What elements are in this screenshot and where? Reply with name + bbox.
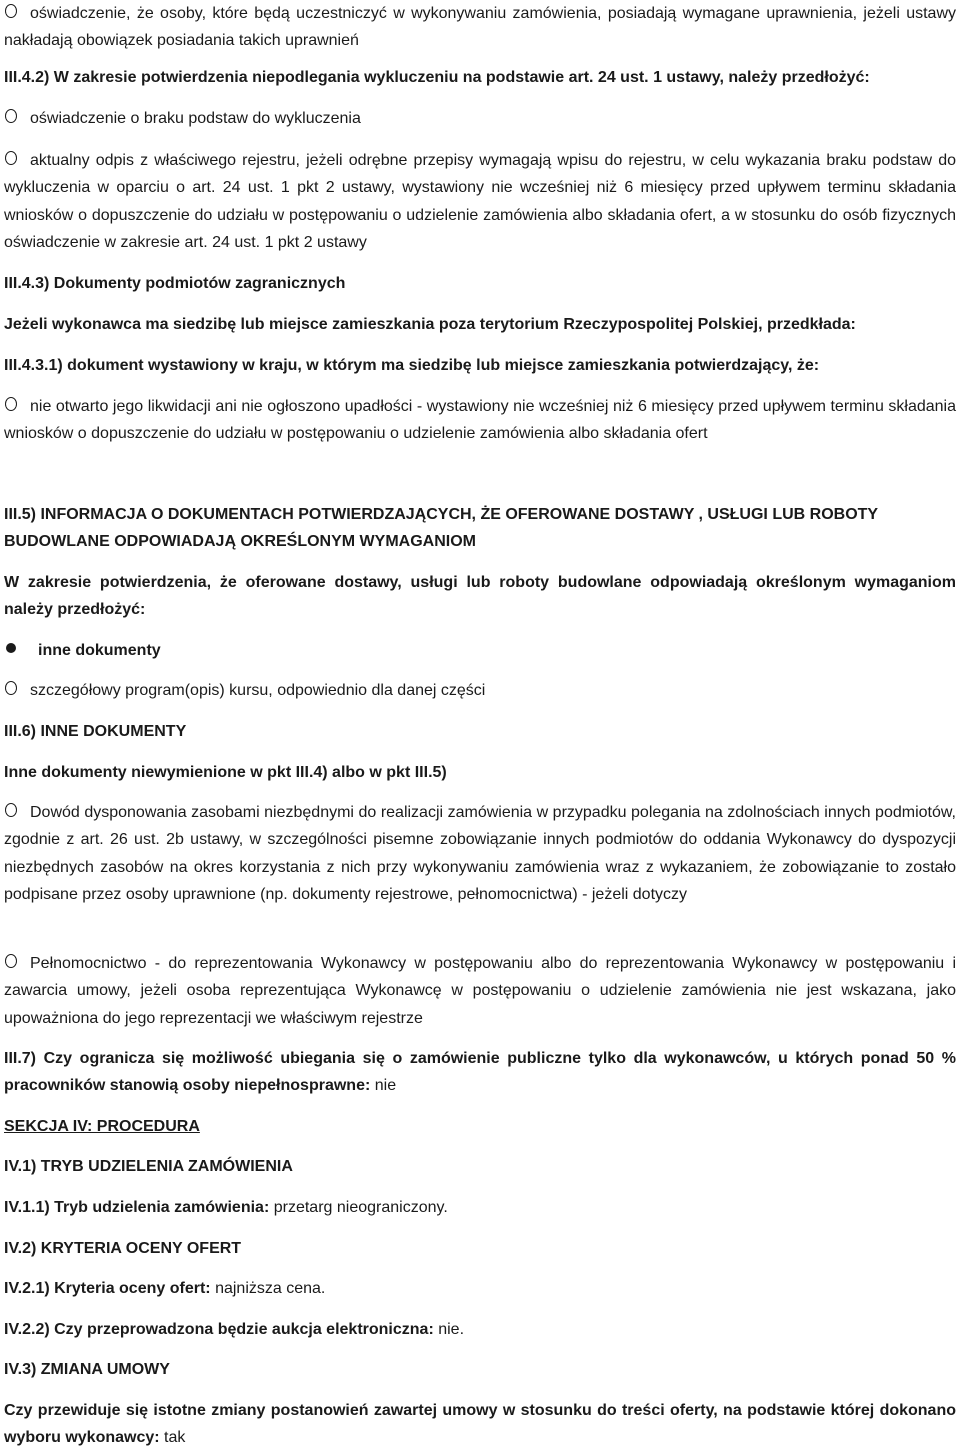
heading-text: III.4.3) Dokumenty podmiotów zagranicznych [4,275,346,292]
filled-bullet-icon [6,643,16,653]
section-heading [4,352,956,379]
heading-text: IV.2) KRYTERIA OCENY OFERT [4,1240,242,1257]
field-label: IV.2.2) Czy przeprowadzona będzie aukcja elektroniczna: [4,1321,434,1338]
field-item [4,1194,956,1221]
circle-bullet-icon [4,397,22,413]
paragraph-text: W zakresie potwierdzenia, że oferowane dostawy, usługi lub roboty budowlane odpowiadają określonym wymaganiom należy przedłożyć: [4,574,956,619]
heading-text: IV.3) ZMIANA UMOWY [4,1361,170,1378]
question-label: Czy przewiduje się istotne zmiany postanowień zawartej umowy w stosunku do treści oferty, na podstawie której dokonano wyboru wykonawcy: [4,1402,956,1447]
field-label: IV.1.1) Tryb udzielenia zamówienia: [4,1199,270,1216]
question-answer: tak [164,1429,186,1447]
list-item [4,393,956,448]
heading-text: III.6) INNE DOKUMENTY [4,723,187,740]
heading-text: III.4.2) W zakresie potwierdzenia niepodlegania wykluczeniu na podstawie art. 24 ust. 1 ustawy, należy przedłożyć: [4,69,870,86]
list-item [4,637,956,664]
section-heading [4,1153,956,1180]
field-value: najniższa cena. [215,1280,326,1297]
heading-text: III.5) INFORMACJA O DOKUMENTACH POTWIERDZAJĄCYCH, ŻE OFEROWANE DOSTAWY , USŁUGI LUB ROBOTY BUDOWLANE ODPOWIADAJĄ OKREŚLONYM WYMAGANIOM [4,506,878,551]
section-heading [4,64,956,91]
field-label: IV.2.1) Kryteria oceny ofert: [4,1280,211,1297]
list-item [4,105,956,132]
circle-bullet-icon [4,803,22,819]
list-item [4,950,956,1032]
question-item [4,1045,956,1100]
item-text: Pełnomocnictwo - do reprezentowania Wykonawcy w postępowaniu albo do reprezentowania Wykonawcy w postępowaniu i zawarcia umowy, jeżeli osoba reprezentująca Wykonawcę w postępowaniu o udzielenie zamówienia nie jest wskazana, jako upoważniona do jego reprezentacji we właściwym rejestrze [4,955,956,1027]
section-heading [4,270,956,297]
item-text: oświadczenie, że osoby, które będą uczestniczyć w wykonywaniu zamówienia, posiadają wymagane uprawnienia, jeżeli ustawy nakładają obowiązek posiadania takich uprawnień [4,5,956,50]
heading-text: III.4.3.1) dokument wystawiony w kraju, w którym ma siedzibę lub miejsce zamieszkania potwierdzający, że: [4,357,820,374]
item-text: Dowód dysponowania zasobami niezbędnymi do realizacji zamówienia w przypadku polegania na zdolnościach innych podmiotów, zgodnie z art. 26 ust. 2b ustawy, w szczególności pisemne zobowiązanie innych podmiotów do oddania Wykonawcy do dyspozycji niezbędnych zasobów na okres korzystania z nich przy wykonywaniu zamówienia wraz z wykazaniem, że zobowiązanie to zostało podpisane przez osoby uprawnione (np. dokumenty rejestrowe, pełnomocnictwa) - jeżeli dotyczy [4,804,956,903]
section-heading [4,501,956,556]
list-item [4,677,956,704]
field-item [4,1316,956,1343]
circle-bullet-icon [4,954,22,970]
circle-bullet-icon [4,151,22,167]
field-item [4,1275,956,1302]
list-item [4,799,956,908]
circle-bullet-icon [4,4,22,20]
item-text: oświadczenie o braku podstaw do wykluczenia [30,110,361,127]
heading-text: IV.1) TRYB UDZIELENIA ZAMÓWIENIA [4,1158,293,1175]
section-title [4,1113,956,1140]
paragraph [4,311,956,338]
question-answer: nie [374,1077,397,1095]
section-heading [4,1235,956,1262]
field-value: przetarg nieograniczony. [273,1199,448,1216]
section-title-text: SEKCJA IV: PROCEDURA [4,1118,200,1135]
paragraph [4,569,956,624]
item-text: szczegółowy program(opis) kursu, odpowiednio dla danej części [30,682,486,699]
item-text: aktualny odpis z właściwego rejestru, jeżeli odrębne przepisy wymagają wpisu do rejestru, w celu wykazania braku podstaw do wykluczenia w oparciu o art. 24 ust. 1 pkt 2 ustawy, wystawiony nie wcześniej niż 6 miesięcy przed upływem terminu składania wniosków o dopuszczenie do udziału w postępowaniu o udzielenie zamówienia albo składania ofert, a w stosunku do osób fizycznych oświadczenie w zakresie art. 24 ust. 1 pkt 2 ustawy [4,152,956,251]
question-item [4,1397,956,1452]
section-heading [4,1356,956,1383]
section-heading [4,718,956,745]
question-label: III.7) Czy ogranicza się możliwość ubiegania się o zamówienie publiczne tylko dla wykonawców, u których ponad 50 % pracowników stanowią osoby niepełnosprawne: [4,1050,956,1095]
paragraph-text: Inne dokumenty niewymienione w pkt III.4) albo w pkt III.5) [4,764,447,781]
list-item [4,147,956,256]
item-text: inne dokumenty [38,642,161,659]
paragraph [4,759,956,786]
list-item [4,0,956,55]
field-value: nie. [438,1321,465,1338]
item-text: nie otwarto jego likwidacji ani nie ogłoszono upadłości - wystawiony nie wcześniej niż 6 miesięcy przed upływem terminu składania wniosków o dopuszczenie do udziału w postępowaniu o udzielenie zamówienia albo składania ofert [4,398,956,443]
circle-bullet-icon [4,109,22,125]
circle-bullet-icon [4,681,22,697]
paragraph-text: Jeżeli wykonawca ma siedzibę lub miejsce zamieszkania poza terytorium Rzeczypospolitej Polskiej, przedkłada: [4,316,856,333]
